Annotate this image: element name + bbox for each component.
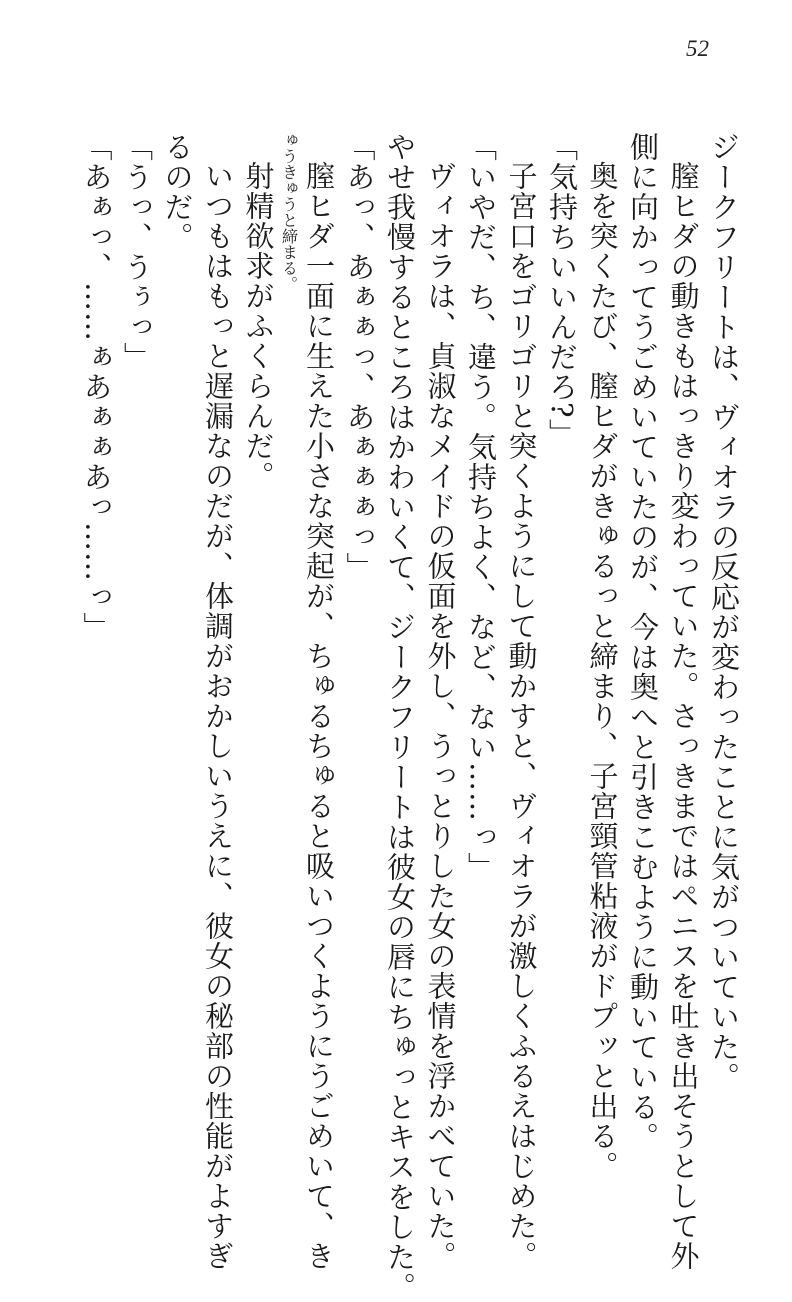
text-line-14: いつもはもっと遅漏なのだが、体調がおかしいうえに、彼女の秘部の性能がよすぎ bbox=[201, 161, 235, 1271]
text-line-1: ジークフリートは、ヴィオラの反応が変わったことに気がついていた。 bbox=[707, 132, 741, 1092]
text-line-4: 奥を突くたび、膣ヒダがきゅるっと締まり、子宮頸管粘液がドプッと出る。 bbox=[585, 161, 620, 1181]
text-line-13: 射精欲求がふくらんだ。 bbox=[241, 161, 276, 491]
text-line-12: ゅうきゅうと締まる。 bbox=[279, 132, 299, 292]
dialogue-line-10: 「あっ、あぁぁっ、あぁぁぁっ」 bbox=[342, 132, 377, 582]
dialogue-line-5: 「気持ちいいんだろ?」 bbox=[545, 132, 579, 449]
dialogue-line-16: 「うっ、うぅっ」 bbox=[120, 132, 154, 372]
dialogue-line-17: 「あぁっ、……ぁあぁぁあっ……っ」 bbox=[79, 132, 114, 642]
page-number: 52 bbox=[686, 36, 709, 61]
text-line-6: 子宮口をゴリゴリと突くようにして動かすと、ヴィオラが激しくふるえはじめた。 bbox=[504, 161, 539, 1271]
body-text bbox=[76, 132, 744, 1302]
text-line-2: 膣ヒダの動きもはっきり変わっていた。さっきまではペニスを吐き出そうとして外 bbox=[666, 161, 701, 1271]
text-line-9: やせ我慢するところはかわいくて、ジークフリートは彼女の唇にちゅっとキスをした。 bbox=[383, 132, 417, 1302]
text-line-11: 膣ヒダ一面に生えた小さな突起が、ちゅるちゅると吸いつくようにうごめいて、き bbox=[302, 161, 336, 1271]
text-line-3: 側に向かってうごめいていたのが、今は奥へと引きこむように動いている。 bbox=[626, 132, 660, 1152]
text-line-8: ヴィオラは、貞淑なメイドの仮面を外し、うっとりした女の表情を浮かべていた。 bbox=[423, 161, 458, 1271]
dialogue-line-7: 「いやだ、ち、違う。気持ちよく、など、ない……っ」 bbox=[464, 132, 498, 882]
text-line-15: るのだ。 bbox=[160, 132, 195, 252]
